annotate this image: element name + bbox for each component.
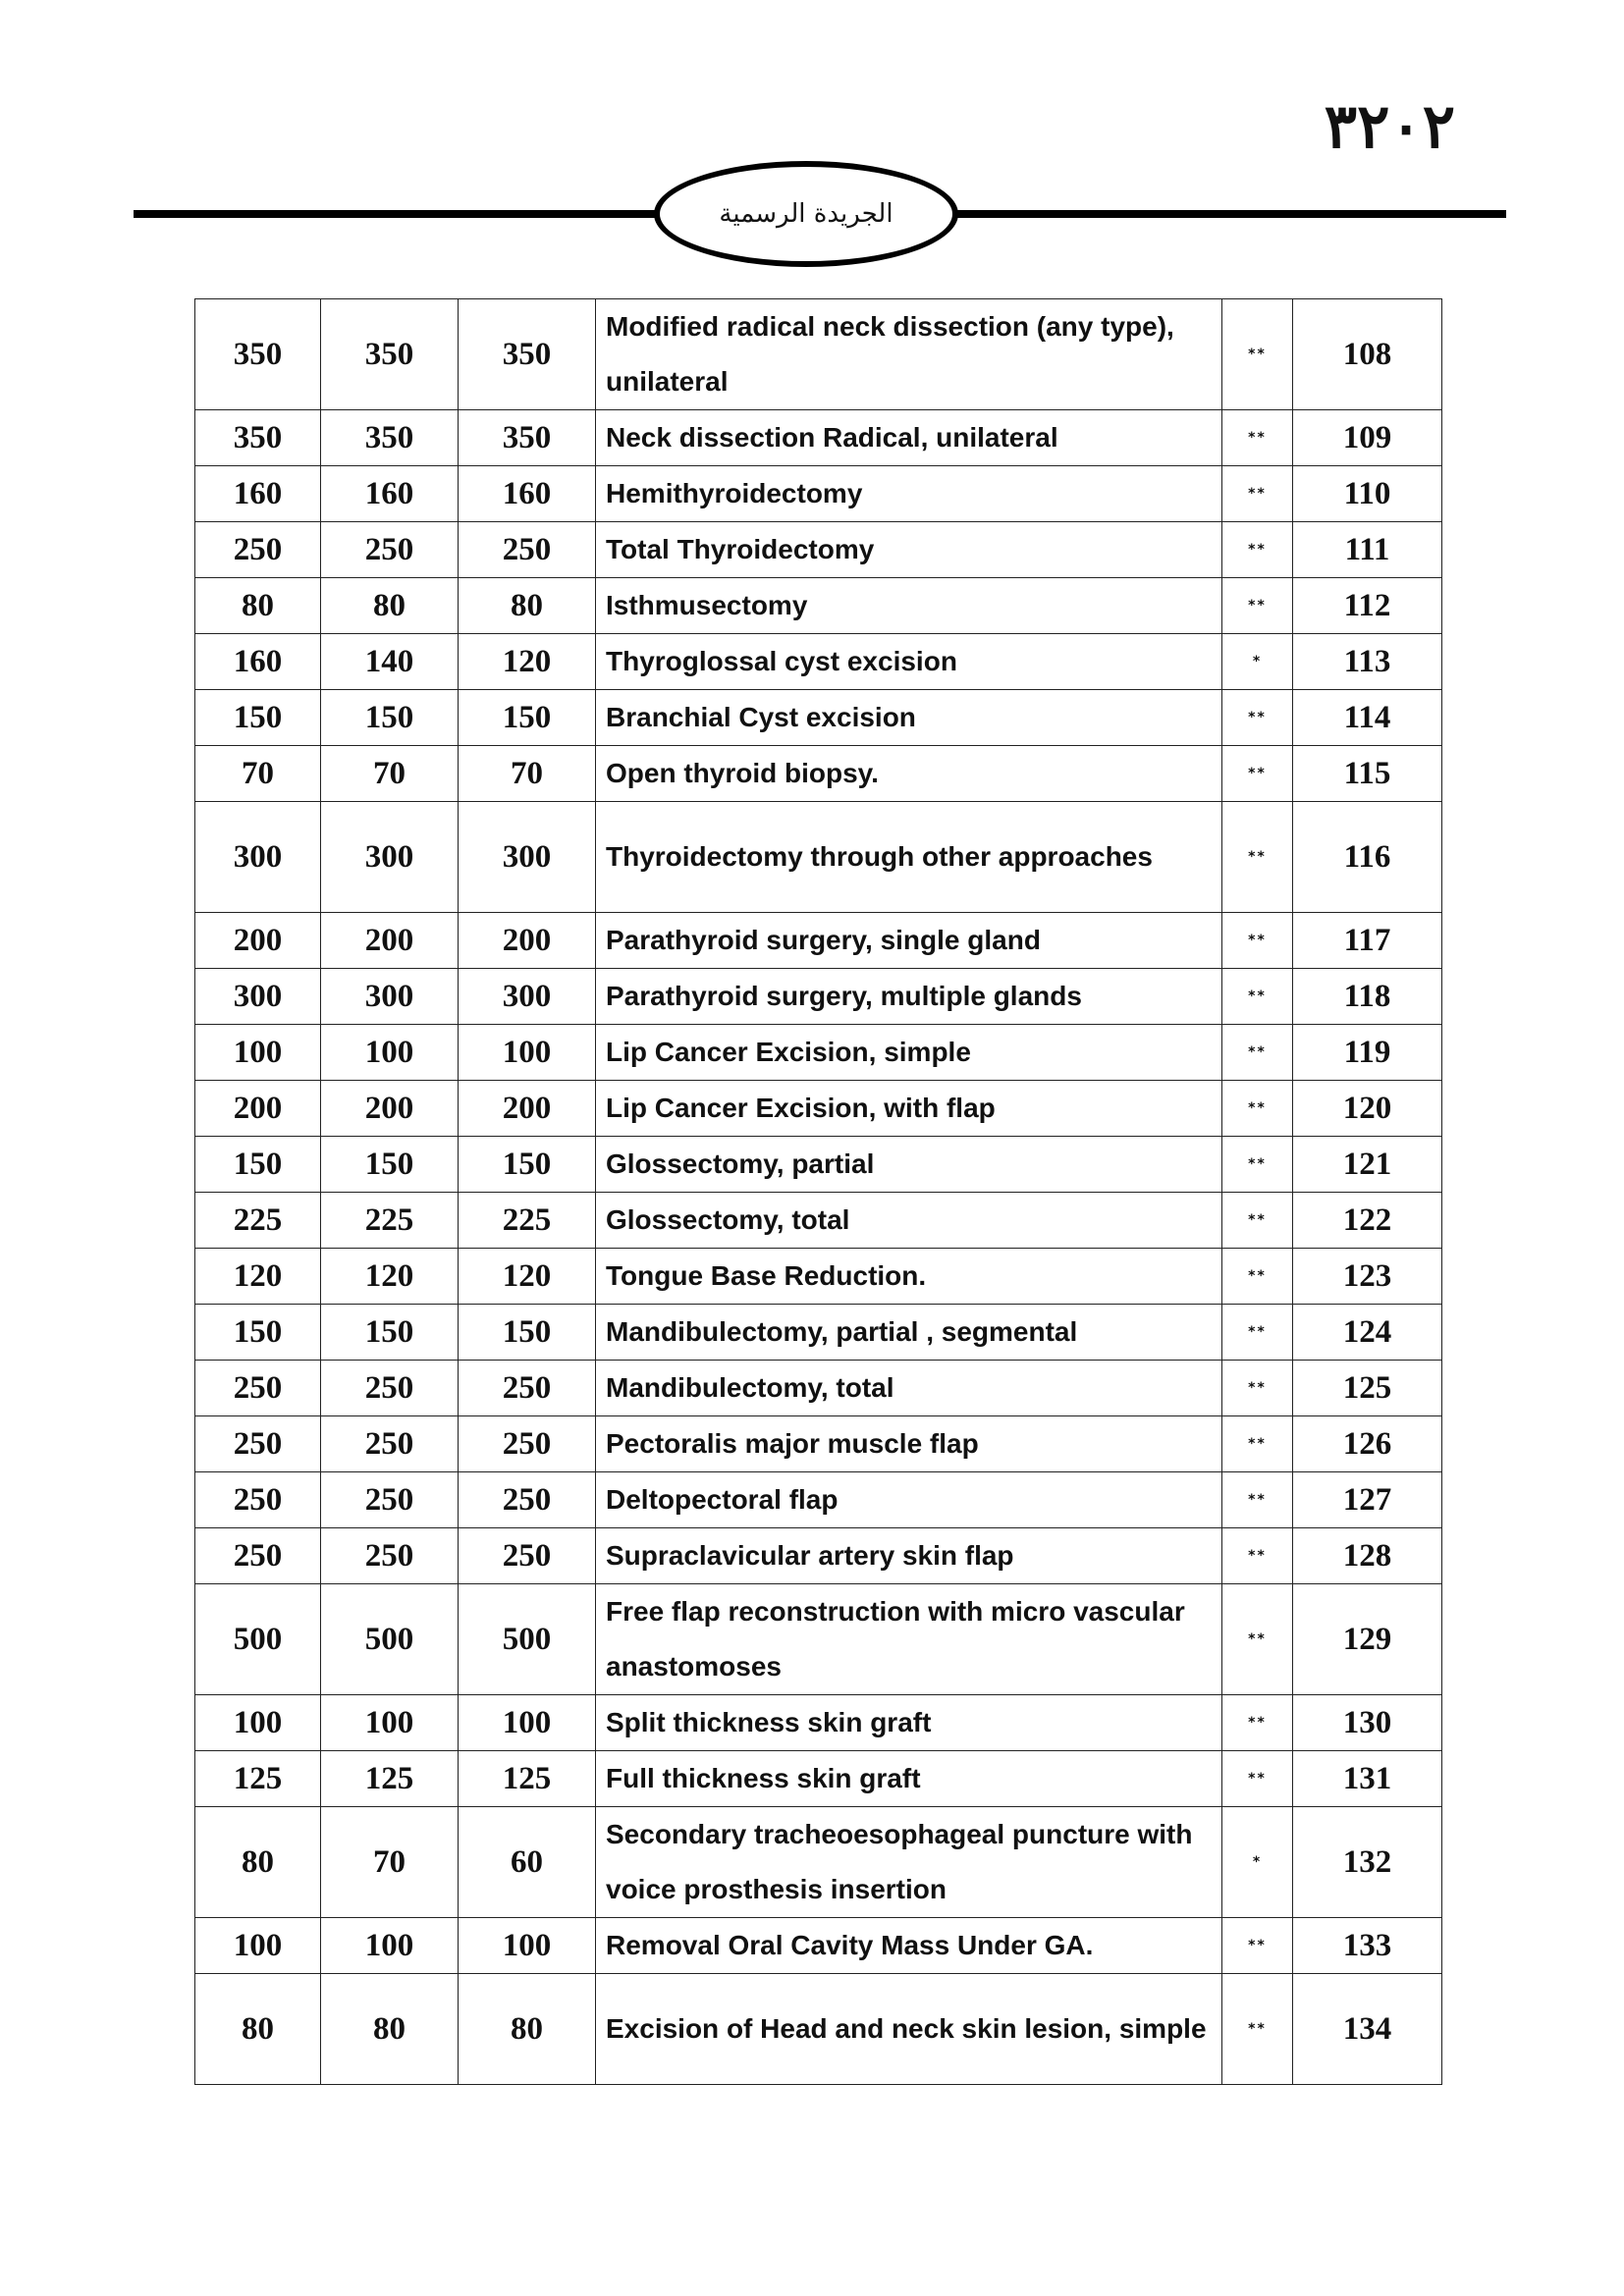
category-mark: ** (1222, 1137, 1293, 1193)
category-mark: ** (1222, 1695, 1293, 1751)
procedure-description: Lip Cancer Excision, with flap (596, 1081, 1222, 1137)
procedure-code: 116 (1293, 802, 1442, 913)
procedure-code: 126 (1293, 1416, 1442, 1472)
table-row (195, 1193, 1442, 1249)
category-mark: ** (1222, 1025, 1293, 1081)
category-mark: ** (1222, 1081, 1293, 1137)
fee-value-2: 250 (321, 1416, 459, 1472)
gazette-title: الجريدة الرسمية (719, 199, 893, 229)
fee-value-3: 80 (459, 1974, 596, 2085)
procedure-code: 127 (1293, 1472, 1442, 1528)
fee-value-2: 70 (321, 746, 459, 802)
procedure-description: Modified radical neck dissection (any type), unilateral (596, 299, 1222, 410)
fee-value-2: 250 (321, 1361, 459, 1416)
category-mark: ** (1222, 913, 1293, 969)
fee-value-3: 225 (459, 1193, 596, 1249)
category-mark: ** (1222, 1249, 1293, 1305)
fee-value-3: 100 (459, 1695, 596, 1751)
table-row (195, 746, 1442, 802)
fee-value-1: 160 (195, 634, 321, 690)
procedure-description: Open thyroid biopsy. (596, 746, 1222, 802)
table-row (195, 634, 1442, 690)
fee-value-1: 500 (195, 1584, 321, 1695)
fee-value-3: 500 (459, 1584, 596, 1695)
fee-value-3: 70 (459, 746, 596, 802)
category-mark: ** (1222, 969, 1293, 1025)
fee-value-3: 150 (459, 690, 596, 746)
procedure-code: 109 (1293, 410, 1442, 466)
procedure-code: 117 (1293, 913, 1442, 969)
gazette-title-oval (654, 161, 958, 267)
fee-value-1: 250 (195, 1472, 321, 1528)
table-row (195, 1472, 1442, 1528)
procedure-code: 111 (1293, 522, 1442, 578)
fee-value-1: 300 (195, 802, 321, 913)
procedure-description: Mandibulectomy, total (596, 1361, 1222, 1416)
category-mark: ** (1222, 522, 1293, 578)
category-mark: ** (1222, 802, 1293, 913)
fee-value-1: 200 (195, 913, 321, 969)
category-mark: ** (1222, 1918, 1293, 1974)
fee-value-3: 120 (459, 1249, 596, 1305)
fee-value-1: 350 (195, 410, 321, 466)
procedure-code: 112 (1293, 578, 1442, 634)
fee-value-3: 250 (459, 1472, 596, 1528)
procedure-description: Parathyroid surgery, multiple glands (596, 969, 1222, 1025)
procedure-code: 129 (1293, 1584, 1442, 1695)
procedure-description: Isthmusectomy (596, 578, 1222, 634)
fee-value-1: 80 (195, 1974, 321, 2085)
table-row (195, 522, 1442, 578)
fee-value-2: 200 (321, 913, 459, 969)
procedure-description: Mandibulectomy, partial , segmental (596, 1305, 1222, 1361)
table-row (195, 299, 1442, 410)
fee-value-1: 250 (195, 522, 321, 578)
fee-value-1: 100 (195, 1025, 321, 1081)
fee-value-1: 70 (195, 746, 321, 802)
fee-value-1: 150 (195, 1137, 321, 1193)
procedure-code: 130 (1293, 1695, 1442, 1751)
category-mark: ** (1222, 578, 1293, 634)
fee-value-2: 500 (321, 1584, 459, 1695)
fee-value-2: 150 (321, 1305, 459, 1361)
procedure-description: Glossectomy, partial (596, 1137, 1222, 1193)
table-row (195, 1361, 1442, 1416)
fee-value-3: 250 (459, 522, 596, 578)
table-row (195, 1305, 1442, 1361)
fee-value-2: 100 (321, 1025, 459, 1081)
procedure-description: Split thickness skin graft (596, 1695, 1222, 1751)
fee-value-3: 250 (459, 1528, 596, 1584)
table-row (195, 1416, 1442, 1472)
fee-value-2: 140 (321, 634, 459, 690)
procedure-description: Supraclavicular artery skin flap (596, 1528, 1222, 1584)
category-mark: ** (1222, 1584, 1293, 1695)
category-mark: ** (1222, 1751, 1293, 1807)
fee-value-3: 300 (459, 802, 596, 913)
fee-value-3: 160 (459, 466, 596, 522)
fee-value-1: 350 (195, 299, 321, 410)
fee-value-3: 150 (459, 1305, 596, 1361)
table-row (195, 1081, 1442, 1137)
category-mark: ** (1222, 1193, 1293, 1249)
fee-value-2: 80 (321, 578, 459, 634)
fee-table (194, 298, 1442, 2085)
table-row (195, 410, 1442, 466)
category-mark: * (1222, 1807, 1293, 1918)
fee-value-2: 300 (321, 802, 459, 913)
page-number: ٣٢٠٢ (1324, 90, 1455, 162)
fee-value-3: 125 (459, 1751, 596, 1807)
procedure-code: 121 (1293, 1137, 1442, 1193)
procedure-description: Thyroidectomy through other approaches (596, 802, 1222, 913)
fee-value-1: 300 (195, 969, 321, 1025)
table-row (195, 969, 1442, 1025)
category-mark: ** (1222, 410, 1293, 466)
fee-value-3: 250 (459, 1361, 596, 1416)
table-row (195, 1528, 1442, 1584)
fee-value-3: 350 (459, 299, 596, 410)
fee-value-2: 100 (321, 1918, 459, 1974)
table-row (195, 1751, 1442, 1807)
fee-value-2: 350 (321, 299, 459, 410)
fee-value-3: 300 (459, 969, 596, 1025)
fee-value-3: 250 (459, 1416, 596, 1472)
fee-value-1: 120 (195, 1249, 321, 1305)
procedure-description: Neck dissection Radical, unilateral (596, 410, 1222, 466)
fee-value-3: 350 (459, 410, 596, 466)
category-mark: ** (1222, 466, 1293, 522)
fee-value-1: 250 (195, 1528, 321, 1584)
procedure-code: 131 (1293, 1751, 1442, 1807)
table-row (195, 1974, 1442, 2085)
category-mark: * (1222, 634, 1293, 690)
table-row (195, 1025, 1442, 1081)
fee-value-2: 350 (321, 410, 459, 466)
procedure-description: Secondary tracheoesophageal puncture with voice prosthesis insertion (596, 1807, 1222, 1918)
table-row (195, 1918, 1442, 1974)
fee-value-2: 160 (321, 466, 459, 522)
fee-value-3: 100 (459, 1918, 596, 1974)
table-row (195, 690, 1442, 746)
fee-value-2: 125 (321, 1751, 459, 1807)
table-row (195, 1807, 1442, 1918)
table-row (195, 913, 1442, 969)
fee-value-1: 250 (195, 1416, 321, 1472)
category-mark: ** (1222, 1361, 1293, 1416)
fee-value-1: 80 (195, 1807, 321, 1918)
procedure-description: Lip Cancer Excision, simple (596, 1025, 1222, 1081)
procedure-code: 125 (1293, 1361, 1442, 1416)
procedure-code: 124 (1293, 1305, 1442, 1361)
procedure-description: Full thickness skin graft (596, 1751, 1222, 1807)
procedure-code: 123 (1293, 1249, 1442, 1305)
category-mark: ** (1222, 690, 1293, 746)
procedure-description: Pectoralis major muscle flap (596, 1416, 1222, 1472)
fee-value-2: 200 (321, 1081, 459, 1137)
category-mark: ** (1222, 299, 1293, 410)
procedure-code: 122 (1293, 1193, 1442, 1249)
fee-value-1: 100 (195, 1695, 321, 1751)
fee-value-1: 125 (195, 1751, 321, 1807)
fee-value-1: 80 (195, 578, 321, 634)
fee-value-1: 150 (195, 690, 321, 746)
procedure-description: Free flap reconstruction with micro vascular anastomoses (596, 1584, 1222, 1695)
fee-value-2: 250 (321, 1528, 459, 1584)
procedure-description: Glossectomy, total (596, 1193, 1222, 1249)
fee-value-3: 100 (459, 1025, 596, 1081)
fee-value-2: 300 (321, 969, 459, 1025)
fee-value-1: 160 (195, 466, 321, 522)
procedure-code: 133 (1293, 1918, 1442, 1974)
procedure-description: Branchial Cyst excision (596, 690, 1222, 746)
procedure-code: 110 (1293, 466, 1442, 522)
fee-value-2: 150 (321, 690, 459, 746)
fee-value-3: 200 (459, 1081, 596, 1137)
fee-value-3: 150 (459, 1137, 596, 1193)
table-row (195, 1249, 1442, 1305)
fee-value-1: 225 (195, 1193, 321, 1249)
procedure-description: Excision of Head and neck skin lesion, simple (596, 1974, 1222, 2085)
fee-value-2: 225 (321, 1193, 459, 1249)
category-mark: ** (1222, 1974, 1293, 2085)
fee-value-2: 80 (321, 1974, 459, 2085)
category-mark: ** (1222, 746, 1293, 802)
fee-value-3: 60 (459, 1807, 596, 1918)
procedure-description: Removal Oral Cavity Mass Under GA. (596, 1918, 1222, 1974)
fee-value-1: 200 (195, 1081, 321, 1137)
procedure-description: Tongue Base Reduction. (596, 1249, 1222, 1305)
fee-value-2: 150 (321, 1137, 459, 1193)
fee-value-1: 100 (195, 1918, 321, 1974)
table-row (195, 1137, 1442, 1193)
fee-value-2: 100 (321, 1695, 459, 1751)
table-row (195, 578, 1442, 634)
table-row (195, 802, 1442, 913)
fee-value-3: 120 (459, 634, 596, 690)
fee-value-2: 250 (321, 1472, 459, 1528)
category-mark: ** (1222, 1416, 1293, 1472)
procedure-code: 119 (1293, 1025, 1442, 1081)
table-row (195, 1584, 1442, 1695)
fee-value-3: 200 (459, 913, 596, 969)
table-row (195, 1695, 1442, 1751)
procedure-description: Hemithyroidectomy (596, 466, 1222, 522)
procedure-code: 115 (1293, 746, 1442, 802)
fee-value-1: 150 (195, 1305, 321, 1361)
procedure-description: Parathyroid surgery, single gland (596, 913, 1222, 969)
procedure-code: 114 (1293, 690, 1442, 746)
procedure-description: Thyroglossal cyst excision (596, 634, 1222, 690)
category-mark: ** (1222, 1472, 1293, 1528)
fee-value-2: 250 (321, 522, 459, 578)
procedure-description: Total Thyroidectomy (596, 522, 1222, 578)
procedure-code: 128 (1293, 1528, 1442, 1584)
table-row (195, 466, 1442, 522)
procedure-description: Deltopectoral flap (596, 1472, 1222, 1528)
category-mark: ** (1222, 1305, 1293, 1361)
fee-value-2: 120 (321, 1249, 459, 1305)
procedure-code: 113 (1293, 634, 1442, 690)
procedure-code: 108 (1293, 299, 1442, 410)
fee-value-2: 70 (321, 1807, 459, 1918)
procedure-code: 132 (1293, 1807, 1442, 1918)
procedure-code: 118 (1293, 969, 1442, 1025)
category-mark: ** (1222, 1528, 1293, 1584)
fee-value-3: 80 (459, 578, 596, 634)
procedure-code: 134 (1293, 1974, 1442, 2085)
fee-value-1: 250 (195, 1361, 321, 1416)
fee-table-body (195, 299, 1442, 2085)
procedure-code: 120 (1293, 1081, 1442, 1137)
